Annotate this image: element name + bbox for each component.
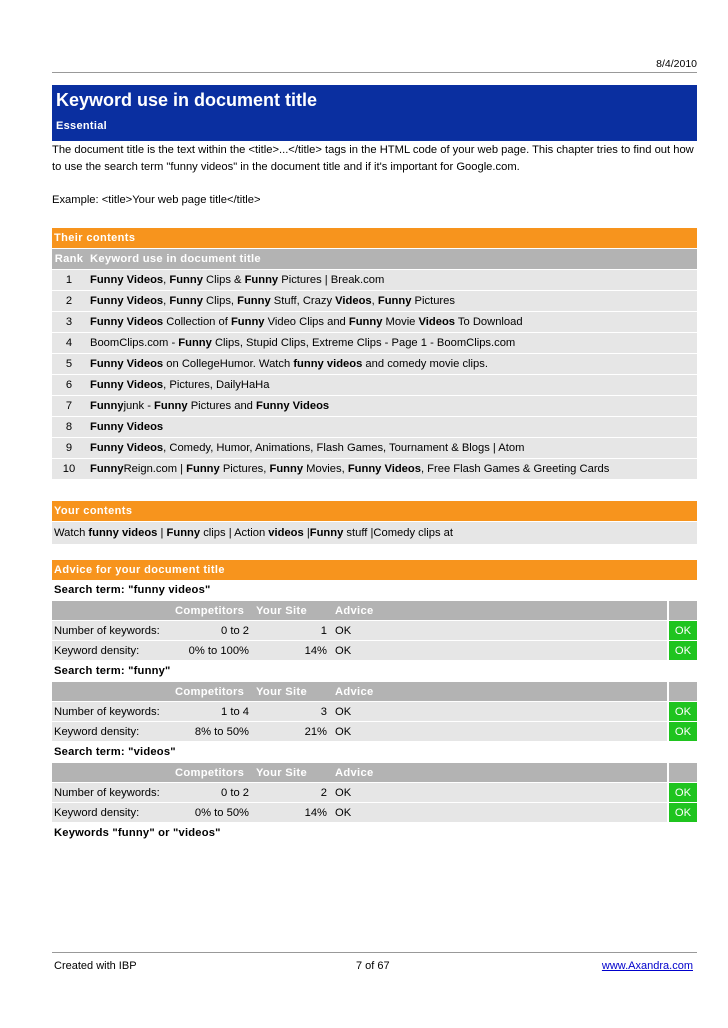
text-segment: Reign.com | [123,463,187,475]
your-site-value: 2 [320,786,327,799]
footer-website-link[interactable]: www.Axandra.com [601,960,693,972]
highlighted-keyword: Funny Videos [90,295,164,307]
your-contents-section [52,501,697,544]
report-date: 8/4/2010 [656,58,697,70]
rank-number: 10 [62,463,76,475]
advice-header-row [52,682,697,701]
competitors-value: 1 to 4 [221,705,249,718]
advice-row [52,722,697,741]
ranking-row [52,291,697,311]
highlighted-keyword: Funny [166,527,201,539]
highlighted-keyword: Funny [269,463,304,475]
status-column-header [669,601,697,620]
status-badge: OK [669,641,697,660]
highlighted-keyword: Funny [237,295,271,307]
competitor-title [86,291,697,311]
advice-text: OK [335,725,352,738]
competitor-title [86,354,697,374]
advice-label-header [52,763,172,782]
text-segment: | [303,527,310,539]
ranking-row [52,375,697,395]
highlighted-keyword: Funny [154,400,188,412]
text-segment: Stuff, Crazy [270,295,336,307]
competitor-title [86,312,697,332]
advice-groups [52,580,697,823]
advice-text: OK [335,786,352,799]
highlighted-keyword: funny videos [88,527,158,539]
your-site-column-header: Your Site [256,604,307,617]
intro-paragraph: The document title is the text within the <title>...</title> tags in the HTML code of your web page. This chapter tries to find out how to use the search term "funny videos" in the document title and if it's important for Google.com. [52,144,694,173]
your-site-value: 21% [304,725,327,738]
text-segment: To Download [455,316,523,328]
page-number: 7 of 67 [356,960,390,972]
text-segment: , Pictures, DailyHaHa [163,379,270,391]
competitor-title [86,270,697,290]
competitors-column-header: Competitors [175,685,245,698]
text-segment: Pictures | Break.com [278,274,385,286]
ranking-row [52,270,697,290]
advice-header-row [52,763,697,782]
competitors-value: 8% to 50% [194,725,249,738]
text-segment: Clips & [202,274,245,286]
advice-text: OK [335,644,352,657]
advice-column-header: Advice [335,685,374,698]
rank-number: 4 [65,337,73,349]
rank-number: 8 [65,421,73,433]
your-site-column-header: Your Site [256,685,307,698]
highlighted-keyword: Funny [169,274,203,286]
highlighted-keyword: Funny [230,316,265,328]
competitor-title [86,375,697,395]
highlighted-keyword: Funny [90,463,124,475]
advice-label-header [52,682,172,701]
advice-heading: Advice for your document title [52,560,697,580]
text-segment: , [163,295,170,307]
ranking-row [52,312,697,332]
text-segment: Video Clips and [264,316,349,328]
text-segment: on CollegeHumor. Watch [163,358,294,370]
status-column-header [669,682,697,701]
search-term-keywords-combined: Keywords "funny" or "videos" [54,827,221,839]
metric-label: Keyword density: [54,725,140,738]
status-badge: OK [669,803,697,822]
text-segment: , [163,274,170,286]
metric-label: Keyword density: [54,806,140,819]
competitor-title [86,459,697,479]
text-segment: junk - [123,400,155,412]
advice-text: OK [335,705,352,718]
metric-label: Number of keywords: [54,624,160,637]
example-text: Example: <title>Your web page title</title> [52,194,261,206]
highlighted-keyword: Funny [186,463,220,475]
text-segment: BoomClips.com - [90,337,179,349]
your-site-value: 14% [304,806,327,819]
highlighted-keyword: Funny Videos [90,379,164,391]
chapter-importance: Essential [56,120,108,132]
competitors-value: 0% to 100% [188,644,249,657]
rank-number: 7 [65,400,73,412]
advice-table [52,681,697,742]
text-segment: Watch [54,527,89,539]
highlighted-keyword: Funny [244,274,279,286]
highlighted-keyword: Funny [348,316,383,328]
search-term-label: Search term: "funny" [54,665,171,677]
text-segment: | [157,527,167,539]
rank-number: 6 [65,379,73,391]
highlighted-keyword: funny videos [293,358,363,370]
highlighted-keyword: Funny Videos [90,421,164,433]
your-site-value: 3 [320,705,327,718]
competitor-title [86,417,697,437]
advice-table [52,762,697,823]
rank-number: 9 [65,442,73,454]
highlighted-keyword: Videos [418,316,455,328]
rank-number: 2 [65,295,73,307]
highlighted-keyword: Funny [90,400,124,412]
rank-number: 5 [65,358,73,370]
highlighted-keyword: Funny Videos [90,442,164,454]
highlighted-keyword: Funny Videos [90,316,164,328]
your-contents-text [52,522,697,544]
your-contents-heading: Your contents [52,501,697,521]
metric-label: Number of keywords: [54,786,160,799]
ranking-row [52,417,697,437]
competitor-title [86,333,697,353]
status-badge: OK [669,722,697,741]
text-segment: Pictures [411,295,455,307]
competitors-value: 0 to 2 [221,786,249,799]
header-divider [52,72,697,73]
advice-column-header: Advice [335,604,374,617]
competitors-value: 0 to 2 [221,624,249,637]
text-segment: Collection of [163,316,231,328]
status-badge: OK [669,783,697,802]
ranking-table [52,248,697,480]
text-segment: clips | Action [200,527,269,539]
ranking-header-row [52,249,697,269]
your-site-value: 14% [304,644,327,657]
advice-text: OK [335,806,352,819]
search-term-label: Search term: "videos" [54,746,176,758]
advice-row [52,783,697,802]
status-badge: OK [669,702,697,721]
status-column-header [669,763,697,782]
advice-row [52,641,697,660]
highlighted-keyword: Funny [377,295,412,307]
advice-text: OK [335,624,352,637]
text-segment: , [371,295,378,307]
chapter-title: Keyword use in document title [56,90,318,110]
advice-label-header [52,601,172,620]
footer-credit: Created with IBP [54,960,137,972]
ranking-row [52,396,697,416]
text-segment: Clips, Stupid Clips, Extreme Clips - Page 1 - BoomClips.com [211,337,516,349]
text-segment: , Comedy, Humor, Animations, Flash Games, Tournament & Blogs | Atom [163,442,525,454]
metric-label: Keyword density: [54,644,140,657]
text-segment: Movies, [303,463,348,475]
advice-row [52,702,697,721]
text-segment: Clips, [202,295,238,307]
highlighted-keyword: Funny Videos [256,400,330,412]
highlighted-keyword: Funny [309,527,344,539]
your-site-value: 1 [320,624,327,637]
search-term-label: Search term: "funny videos" [54,584,211,596]
ranking-row [52,459,697,479]
highlighted-keyword: Funny Videos [347,463,421,475]
competitors-column-header: Competitors [175,604,245,617]
competitor-title [86,396,697,416]
competitors-value: 0% to 50% [194,806,249,819]
text-segment: stuff |Comedy clips at [343,527,453,539]
advice-section [52,560,697,843]
highlighted-keyword: Videos [335,295,372,307]
ranking-row [52,354,697,374]
rank-number: 3 [65,316,73,328]
advice-column-header: Advice [335,766,374,779]
status-badge: OK [669,621,697,640]
text-segment: and comedy movie clips. [362,358,488,370]
text-segment: Pictures and [187,400,256,412]
advice-table [52,600,697,661]
highlighted-keyword: videos [268,527,304,539]
text-segment: , Free Flash Games & Greeting Cards [420,463,610,475]
highlighted-keyword: Funny Videos [90,358,164,370]
your-site-column-header: Your Site [256,766,307,779]
their-contents-heading: Their contents [52,228,697,248]
text-segment: Movie [382,316,419,328]
ranking-row [52,333,697,353]
title-column-header: Keyword use in document title [90,253,261,265]
chapter-title-banner [52,85,697,141]
highlighted-keyword: Funny [178,337,212,349]
competitors-column-header: Competitors [175,766,245,779]
ranking-row [52,438,697,458]
advice-header-row [52,601,697,620]
rank-number: 1 [65,274,73,286]
highlighted-keyword: Funny Videos [90,274,164,286]
highlighted-keyword: Funny [169,295,203,307]
footer-divider [52,952,697,953]
their-contents-section [52,228,697,480]
competitor-title [86,438,697,458]
text-segment: Pictures, [219,463,270,475]
advice-row [52,621,697,640]
advice-row [52,803,697,822]
rank-column-header: Rank [54,253,84,265]
metric-label: Number of keywords: [54,705,160,718]
